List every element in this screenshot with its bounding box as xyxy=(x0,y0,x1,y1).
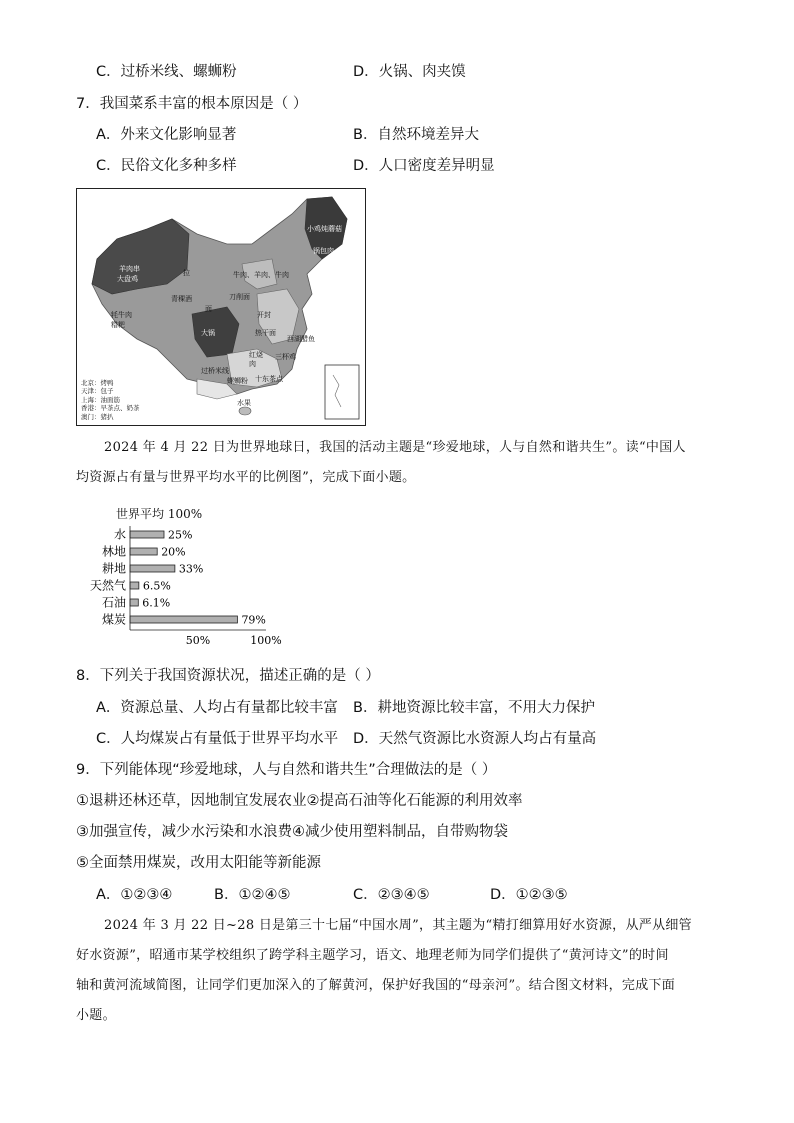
q7-option-c: C．民俗文化多种多样 xyxy=(96,158,237,174)
map-label-sanbeiji: 三杯鸡 xyxy=(275,353,296,361)
q9-stem: 9．下列能体现“珍爱地球，人与自然和谐共生”合理做法的是（ ） xyxy=(76,762,497,778)
q8-option-a: A．资源总量、人均占有量都比较丰富 xyxy=(96,700,338,716)
map-label-rou: 肉 xyxy=(249,360,256,368)
legend-hongkong: 香港：早茶点、奶茶 xyxy=(81,404,140,412)
resource-ratio-chart xyxy=(76,502,316,652)
map-label-la: 拉 xyxy=(183,269,190,277)
map-label-daoxiaomian: 刀削面 xyxy=(229,293,250,301)
bar-value-label: 6.1% xyxy=(142,596,171,610)
bar-value-label: 6.5% xyxy=(142,579,171,593)
q7-stem: 7．我国菜系丰富的根本原因是（ ） xyxy=(76,96,308,112)
map-label-guoqiaomixian: 过桥米线 xyxy=(201,367,229,375)
intro1-line2: 均资源占有量与世界平均水平的比例图”，完成下面小题。 xyxy=(76,470,416,485)
q8-option-b: B．耕地资源比较丰富，不用大力保护 xyxy=(353,700,595,716)
map-label-reganmian: 热干面 xyxy=(255,329,276,337)
category-label: 林地 xyxy=(101,544,126,559)
bar-value-label: 20% xyxy=(161,545,186,559)
q9-option-b: B．①②④⑤ xyxy=(214,887,291,903)
q7-option-d: D．人口密度差异明显 xyxy=(353,158,495,174)
q6-option-c: C．过桥米线、螺蛳粉 xyxy=(96,64,237,80)
q7-option-a: A．外来文化影响显著 xyxy=(96,127,237,143)
china-cuisine-map xyxy=(76,188,366,426)
map-label-chadian: 十东茶点 xyxy=(255,375,283,383)
map-label-zanba: 糌粑 xyxy=(111,321,125,329)
q8-option-d: D．天然气资源比水资源人均占有量高 xyxy=(353,731,597,747)
map-legend xyxy=(81,379,140,422)
bar-value-label: 33% xyxy=(178,562,204,576)
legend-macau: 澳门：猪扒 xyxy=(81,412,114,421)
category-label: 耕地 xyxy=(101,561,126,576)
map-label-dahuo: 大锅 xyxy=(201,329,215,337)
q7-option-b: B．自然环境差异大 xyxy=(353,127,479,143)
map-label-qingkejiu: 青稞酒 xyxy=(171,295,192,303)
intro1-line1: 2024 年 4 月 22 日为世界地球日，我国的活动主题是“珍爱地球，人与自然和谐共生”。读“中国人 xyxy=(104,440,686,455)
map-label-niurou: 牛肉、羊肉、牛肉 xyxy=(233,271,289,279)
bar-value-label: 79% xyxy=(241,613,266,627)
map-label-mian: 面 xyxy=(205,305,212,313)
map-label-guobaorou: 锅包肉 xyxy=(313,247,334,255)
legend-tianjin: 天津：包子 xyxy=(81,387,114,395)
bar xyxy=(130,565,175,572)
q8-stem: 8．下列关于我国资源状况，描述正确的是（ ） xyxy=(76,668,380,684)
category-label: 水 xyxy=(113,527,126,542)
bar xyxy=(130,582,139,589)
q9-option-c: C．②③④⑤ xyxy=(353,887,430,903)
map-label-hongshaorou: 红烧 xyxy=(249,351,263,359)
q6-option-d: D．火锅、肉夹馍 xyxy=(353,64,466,80)
q9-statement-2: ③加强宣传，减少水污染和水浪费④减少使用塑料制品，自带购物袋 xyxy=(76,824,508,840)
map-label-luosifen: 螺蛳粉 xyxy=(227,377,248,385)
bar xyxy=(130,531,164,538)
bar xyxy=(130,599,138,606)
map-label-kaifeng: 开封 xyxy=(257,311,271,319)
bar-value-label: 25% xyxy=(168,528,193,542)
q9-option-d: D．①②③⑤ xyxy=(490,887,568,903)
legend-beijing: 北京：烤鸭 xyxy=(81,378,114,387)
intro2-line4: 小题。 xyxy=(76,1008,116,1023)
bar xyxy=(130,548,157,555)
map-label-shuiguo: 水果 xyxy=(237,399,251,407)
intro2-line1: 2024 年 3 月 22 日~28 日是第三十七届“中国水周”，其主题为“精打细算用好水资源，从严从细管 xyxy=(104,918,692,933)
q9-statement-3: ⑤全面禁用煤炭，改用太阳能等新能源 xyxy=(76,855,321,871)
q9-statement-1: ①退耕还林还草，因地制宜发展农业②提高石油等化石能源的利用效率 xyxy=(76,793,523,809)
map-label-dapanji: 大盘鸡 xyxy=(117,275,138,283)
legend-shanghai: 上海：油面筋 xyxy=(81,395,120,404)
q8-option-c: C．人均煤炭占有量低于世界平均水平 xyxy=(96,731,339,747)
category-label: 石油 xyxy=(101,595,126,610)
category-label: 天然气 xyxy=(89,578,126,593)
x-tick-label: 100% xyxy=(250,634,282,647)
category-label: 煤炭 xyxy=(101,612,126,627)
x-tick-label: 50% xyxy=(185,634,211,647)
map-label-maoniurou: 牦牛肉 xyxy=(111,311,132,319)
q9-option-a: A．①②③④ xyxy=(96,887,173,903)
map-label-xiaojidunmogu: 小鸡炖蘑菇 xyxy=(307,225,342,233)
bars-group xyxy=(90,527,266,627)
hainan-island xyxy=(239,407,251,415)
intro2-line2: 好水资源”，昭通市某学校组织了跨学科主题学习，语文、地理老师为同学们提供了“黄河诗文”的时间 xyxy=(76,948,669,963)
chart-title: 世界平均 100% xyxy=(116,507,203,521)
intro2-line3: 轴和黄河流域简图，让同学们更加深入的了解黄河，保护好我国的“母亲河”。结合图文材料，完成下面 xyxy=(76,978,676,993)
map-label-xihucuyu: 西湖醋鱼 xyxy=(287,335,315,343)
map-label-yangrouchuan: 羊肉串 xyxy=(119,265,140,273)
bar xyxy=(130,616,237,623)
south-china-sea-inset xyxy=(325,365,359,419)
